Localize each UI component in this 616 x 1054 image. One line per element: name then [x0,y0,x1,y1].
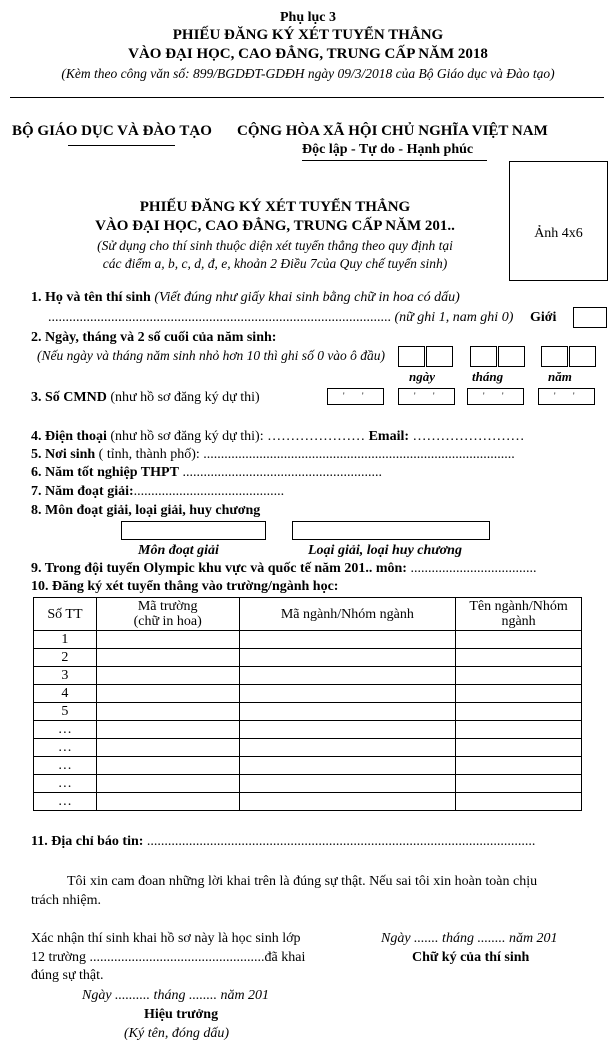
school-code-cell[interactable] [96,649,239,667]
id-number-group-4[interactable]: ' ' [538,388,595,405]
ministry-name: BỘ GIÁO DỤC VÀ ĐÀO TẠO [12,123,212,139]
school-code-cell[interactable] [96,631,239,649]
dob-month-box-1[interactable] [470,346,497,367]
award-type-box[interactable] [292,521,490,540]
field-email-label: Email: [368,429,410,444]
dob-year-box-1[interactable] [541,346,568,367]
email-input-dots[interactable]: …………………… [412,429,525,444]
major-name-cell[interactable] [456,739,582,757]
dob-day-box-1[interactable] [398,346,425,367]
gender-hint: (nữ ghi 1, nam ghi 0) [394,310,514,325]
field-olympic [31,561,536,577]
major-name-cell[interactable] [456,667,582,685]
id-number-group-2[interactable]: ' ' [398,388,455,405]
school-code-cell[interactable] [96,757,239,775]
dob-day-label: ngày [409,369,435,384]
field-award-year-label: 7. Năm đoạt giải: [31,484,134,499]
award-subject-caption: Môn đoạt giải [138,543,219,558]
field-award-label: 8. Môn đoạt giải, loại giải, huy chương [31,503,261,518]
field-address [31,834,535,850]
school-code-cell[interactable] [96,793,239,811]
major-code-cell[interactable] [239,631,456,649]
ministry-underline [68,145,175,146]
table-row [34,739,582,757]
field-dob-label: 2. Ngày, tháng và 2 số cuối của năm sinh: [31,330,277,345]
major-code-cell[interactable] [239,667,456,685]
confirm-line-2: 12 trường ..................................................đã khai [31,950,306,965]
col-major-code-header: Mã ngành/Nhóm ngành [239,598,456,631]
award-subject-box[interactable] [121,521,266,540]
form-subtitle-1: (Sử dụng cho thí sinh thuộc diện xét tuyển thẳng theo quy định tại [97,238,453,253]
dob-month-label: tháng [472,369,504,384]
phone-input-dots[interactable]: ………………… [267,429,366,444]
col-school-code-header: Mã trường (chữ in hoa) [96,598,239,631]
row-index: … [34,793,97,811]
row-index: 4 [34,685,97,703]
declaration-text: Tôi xin cam đoan những lời khai trên là đúng sự thật. Nếu sai tôi xin hoàn toàn chịu [67,874,538,889]
id-number-group-3[interactable]: ' ' [467,388,524,405]
table-row [34,775,582,793]
dob-day-box-2[interactable] [426,346,453,367]
major-name-cell[interactable] [456,703,582,721]
row-index: 5 [34,703,97,721]
confirm-date: Ngày .......... tháng ........ năm 201 [82,988,270,1003]
school-code-cell[interactable] [96,667,239,685]
candidate-signature-label: Chữ ký của thí sinh [412,950,530,965]
table-row [34,685,582,703]
field-register-label: 10. Đăng ký xét tuyển thẳng vào trường/ngành học: [31,579,339,594]
field-award-year [31,484,284,500]
row-index: 3 [34,667,97,685]
col-index-header: Số TT [34,598,97,631]
motto-underline [302,160,487,161]
major-name-cell[interactable] [456,793,582,811]
school-code-cell[interactable] [96,685,239,703]
school-code-cell[interactable] [96,703,239,721]
birthplace-input-dots[interactable]: ......................................................................................... [203,447,515,462]
award-year-input-dots[interactable]: ........................................... [133,484,285,499]
table-header-row [34,598,582,631]
major-code-cell[interactable] [239,793,456,811]
school-code-cell[interactable] [96,775,239,793]
field-fullname-label: 1. Họ và tên thí sinh [31,290,151,305]
candidate-date: Ngày ....... tháng ........ năm 201 [381,931,558,946]
table-row [34,649,582,667]
fullname-input-line[interactable] [48,310,513,326]
school-code-cell[interactable] [96,721,239,739]
field-olympic-label: 9. Trong đội tuyển Olympic khu vực và quốc tế năm 201.. môn: [31,561,407,576]
dob-year-box-2[interactable] [569,346,596,367]
field-phone [31,429,525,445]
major-name-cell[interactable] [456,631,582,649]
col-major-name-header: Tên ngành/Nhóm ngành [456,598,582,631]
row-index: … [34,775,97,793]
header-title-2: VÀO ĐẠI HỌC, CAO ĐẲNG, TRUNG CẤP NĂM 2018 [128,46,488,62]
major-name-cell[interactable] [456,721,582,739]
major-code-cell[interactable] [239,703,456,721]
major-name-cell[interactable] [456,757,582,775]
field-graduation-label: 6. Năm tốt nghiệp THPT [31,465,179,480]
row-index: 1 [34,631,97,649]
appendix-label: Phụ lục 3 [279,10,336,25]
field-dob-hint: (Nếu ngày và tháng năm sinh nhỏ hơn 10 thì ghi số 0 vào ô đầu) [37,348,386,363]
table-row [34,757,582,775]
major-code-cell[interactable] [239,649,456,667]
declaration-text-2: trách nhiệm. [31,893,101,908]
header-title-1: PHIẾU ĐĂNG KÝ XÉT TUYỂN THẲNG [172,27,444,43]
national-motto: Độc lập - Tự do - Hạnh phúc [302,142,474,157]
field-birthplace-hint: ( tỉnh, thành phố): [98,447,200,462]
major-code-cell[interactable] [239,775,456,793]
field-id-hint: (như hồ sơ đăng ký dự thi) [110,390,260,405]
photo-box[interactable] [509,161,608,281]
table-row [34,667,582,685]
header-divider [10,97,604,98]
table-row [34,631,582,649]
id-number-group-1[interactable]: ' ' [327,388,384,405]
major-name-cell[interactable] [456,775,582,793]
major-code-cell[interactable] [239,739,456,757]
dob-year-label: năm [548,369,572,384]
gender-box[interactable] [573,307,607,328]
row-index: 2 [34,649,97,667]
address-input-dots[interactable]: ............................................................................................................... [146,834,536,849]
field-fullname [31,290,460,306]
field-address-label: 11. Địa chỉ báo tin: [31,834,144,849]
form-title-2: VÀO ĐẠI HỌC, CAO ĐẲNG, TRUNG CẤP NĂM 201.. [95,218,455,234]
principal-sign-hint: (Ký tên, đóng dấu) [124,1026,229,1041]
principal-title: Hiệu trưởng [144,1007,219,1022]
field-birthplace [31,447,515,463]
major-name-cell[interactable] [456,649,582,667]
school-code-cell[interactable] [96,739,239,757]
field-id-label: 3. Số CMND [31,390,107,405]
major-code-cell[interactable] [239,685,456,703]
award-type-caption: Loại giải, loại huy chương [308,543,462,558]
row-index: … [34,757,97,775]
field-birthplace-label: 5. Nơi sinh [31,447,96,462]
form-title-1: PHIẾU ĐĂNG KÝ XÉT TUYỂN THẲNG [139,199,411,215]
row-index: … [34,721,97,739]
field-phone-hint: (như hồ sơ đăng ký dự thi): [110,429,264,444]
table-row [34,793,582,811]
table-row [34,721,582,739]
olympic-input-dots[interactable]: .................................... [410,561,537,576]
registration-table [33,597,582,811]
row-index: … [34,739,97,757]
major-code-cell[interactable] [239,721,456,739]
fullname-dots[interactable]: .................................................................................................. [48,310,391,325]
field-graduation [31,465,382,481]
field-id [31,390,260,406]
republic-name: CỘNG HÒA XÃ HỘI CHỦ NGHĨA VIỆT NAM [237,123,548,139]
confirm-line-3: đúng sự thật. [31,968,104,983]
field-fullname-hint: (Viết đúng như giấy khai sinh bằng chữ in hoa có dấu) [154,290,460,305]
major-code-cell[interactable] [239,757,456,775]
gender-label: Giới [530,310,557,325]
table-row [34,703,582,721]
field-phone-label: 4. Điện thoại [31,429,107,444]
photo-label: Ảnh 4x6 [534,226,583,241]
dob-month-box-2[interactable] [498,346,525,367]
graduation-input-dots[interactable]: ......................................................... [182,465,382,480]
form-subtitle-2: các điểm a, b, c, d, đ, e, khoản 2 Điều 7của Quy chế tuyển sinh) [102,256,448,271]
confirm-line-1: Xác nhận thí sinh khai hồ sơ này là học sinh lớp [31,931,301,946]
header-note: (Kèm theo công văn số: 899/BGDĐT-GDĐH ngày 09/3/2018 của Bộ Giáo dục và Đào tạo) [61,66,555,81]
major-name-cell[interactable] [456,685,582,703]
